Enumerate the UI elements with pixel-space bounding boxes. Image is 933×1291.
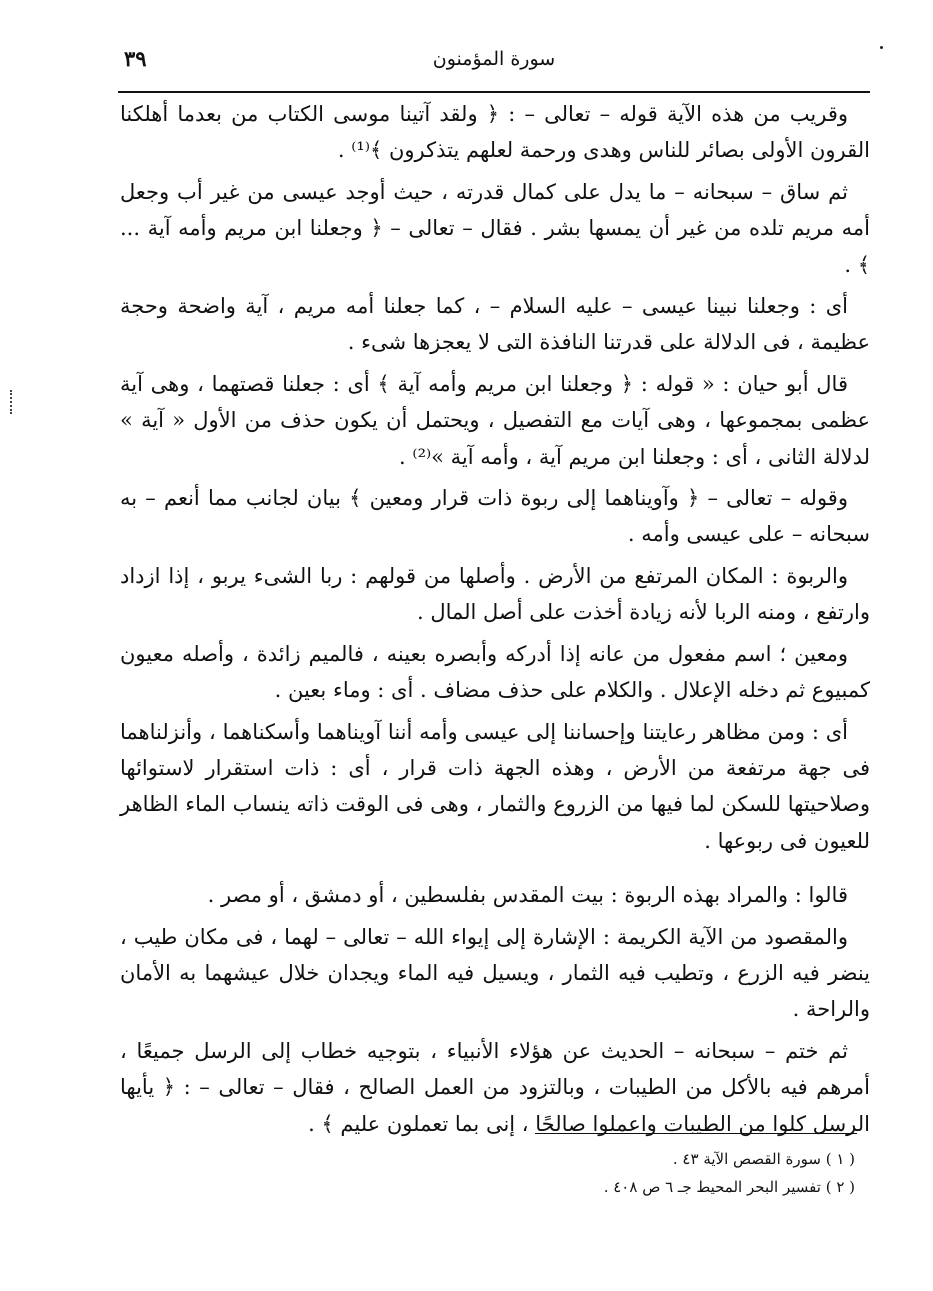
- footnote: ( ١ ) سورة القصص الآية ٤٣ .: [672, 1150, 855, 1168]
- page-body: [120, 96, 870, 1147]
- paragraph: وقوله – تعالى – ﴿ وآويناهما إلى ربوة ذات قرار ومعين ﴾ بيان لجانب مما أنعم – به سبحانه – على عيسى وأمه .: [120, 486, 870, 547]
- footnotes: [450, 1145, 855, 1201]
- paragraph: ومعين ؛ اسم مفعول من عانه إذا أدركه وأبصره بعينه ، فالميم زائدة ، وأصله معيون كمبيوع ثم دخله الإعلال . والكلام على حذف مضاف . أى : وماء بعين .: [120, 641, 870, 703]
- paragraph: ثم ساق – سبحانه – ما يدل على كمال قدرته ، حيث أوجد عيسى من غير أب وجعل أمه مريم تلده من غير أن يمسها بشر . فقال – تعالى – ﴿ وجعلنا ابن مريم وأمه آية ... ﴾ .: [120, 179, 870, 277]
- paragraph: قالوا : والمراد بهذه الربوة : بيت المقدس بفلسطين ، أو دمشق ، أو مصر .: [207, 883, 848, 908]
- margin-scan-marks: [10, 390, 15, 414]
- page-number: ٣٩: [124, 46, 147, 71]
- scan-speck: [880, 46, 883, 49]
- paragraph: وقريب من هذه الآية قوله – تعالى – : ﴿ ولقد آتينا موسى الكتاب من بعدما أهلكنا القرون الأولى بصائر للناس وهدى ورحمة لعلهم يتذكرون ﴾⁽¹⁾ .: [120, 102, 870, 163]
- footnote-divider: [535, 1133, 857, 1134]
- footnote: ( ٢ ) تفسير البحر المحيط جـ ٦ ص ٤٠٨ .: [603, 1178, 855, 1196]
- paragraph: قال أبو حيان : « قوله : ﴿ وجعلنا ابن مريم وأمه آية ﴾ أى : جعلنا قصتهما ، وهى آية عظمى بمجموعها ، وهى آيات مع التفصيل ، ويحتمل أن يكون حذف من الأول « آية » لدلالة الثانى ، أى : وجعلنا ابن مريم آية ، وأمه آية »⁽²⁾ .: [120, 371, 870, 469]
- header-divider: [118, 91, 870, 93]
- page-header: [118, 40, 870, 84]
- paragraph: أى : ومن مظاهر رعايتنا وإحساننا إلى عيسى وأمه أننا آويناهما وأسكناهما ، وأنزلناهما فى جهة مرتفعة من الأرض ، وهذه الجهة ذات قرار ، أى : ذات استقرار لاستوائها وصلاحيتها للسكن لما فيها من الزروع والثمار ، وهى فى الوقت ذاته ينساب الماء الظاهر للعيون فى ربوعها .: [120, 719, 870, 853]
- paragraph: والمقصود من الآية الكريمة : الإشارة إلى إيواء الله – تعالى – لهما ، فى مكان طيب ، ينضر فيه الزرع ، وتطيب فيه الثمار ، ويسيل فيه الماء ويجدان خلال عيشهما به الأمان والراحة .: [120, 924, 870, 1022]
- paragraph: أى : وجعلنا نبينا عيسى – عليه السلام – ، كما جعلنا أمه مريم ، آية واضحة وحجة عظيمة ، فى الدلالة على قدرتنا النافذة التى لا يعجزها شىء .: [120, 294, 870, 355]
- paragraph: ثم ختم – سبحانه – الحديث عن هؤلاء الأنبياء ، بتوجيه خطاب إلى الرسل جميعًا ، أمرهم فيه بالأكل من الطيبات ، وبالتزود من العمل الصالح ، فقال – تعالى – : ﴿ يأيها الرسل كلوا من الطيبات واعملوا صالحًا ، إنى بما تعملون عليم ﴾ .: [120, 1038, 870, 1136]
- paragraph: والربوة : المكان المرتفع من الأرض . وأصلها من قولهم : ربا الشىء يربو ، إذا ازداد وارتفع ، ومنه الربا لأنه زيادة أخذت على أصل المال .: [120, 563, 870, 625]
- running-title: سورة المؤمنون: [432, 48, 556, 70]
